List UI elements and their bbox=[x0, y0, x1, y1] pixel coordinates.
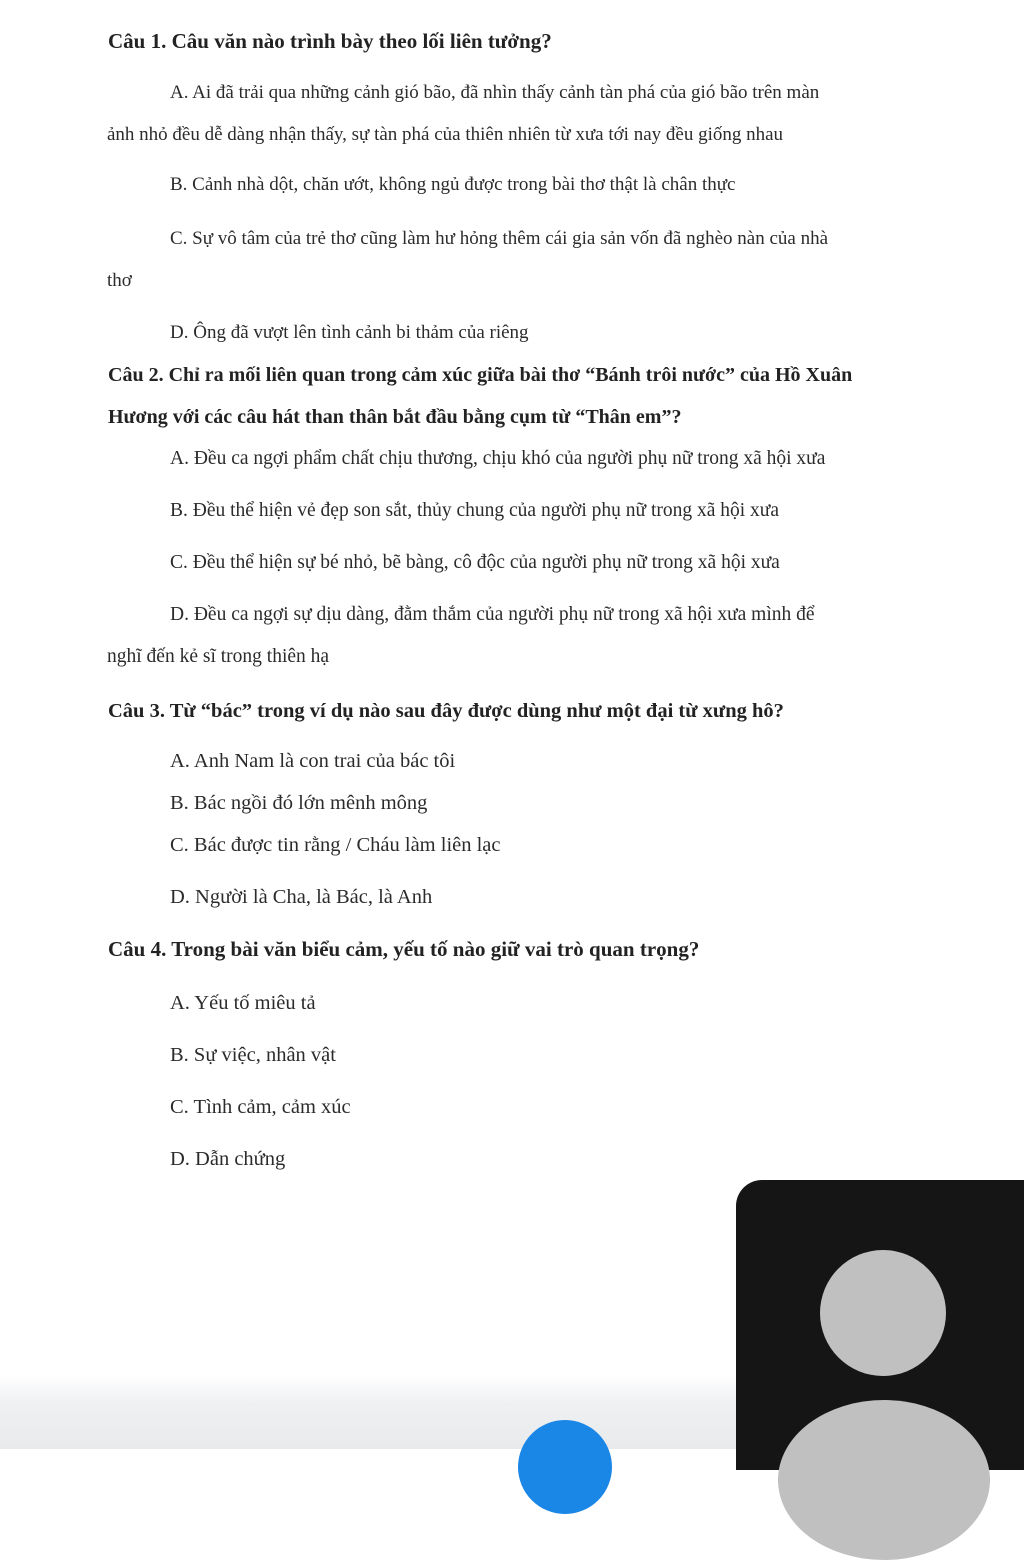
question-4-option-c: C. Tình cảm, cảm xúc bbox=[170, 1096, 351, 1118]
avatar-head-icon bbox=[820, 1250, 946, 1376]
question-3-title: Câu 3. Từ “bác” trong ví dụ nào sau đây được dùng như một đại từ xưng hô? bbox=[108, 700, 784, 722]
question-4-title: Câu 4. Trong bài văn biểu cảm, yếu tố nào giữ vai trò quan trọng? bbox=[108, 937, 700, 961]
question-1-option-d: D. Ông đã vượt lên tình cảnh bi thảm của riêng bbox=[170, 322, 529, 343]
question-2-option-d-cont: nghĩ đến kẻ sĩ trong thiên hạ bbox=[107, 646, 330, 667]
question-1-option-c: C. Sự vô tâm của trẻ thơ cũng làm hư hỏng thêm cái gia sản vốn đã nghèo nàn của nhà bbox=[170, 228, 829, 249]
question-2-option-d: D. Đều ca ngợi sự dịu dàng, đằm thắm của người phụ nữ trong xã hội xưa mình để bbox=[170, 604, 815, 625]
question-3-option-d: D. Người là Cha, là Bác, là Anh bbox=[170, 886, 433, 908]
question-2-option-a: A. Đều ca ngợi phẩm chất chịu thương, chịu khó của người phụ nữ trong xã hội xưa bbox=[170, 448, 826, 469]
question-3-option-c: C. Bác được tin rằng / Cháu làm liên lạc bbox=[170, 834, 501, 856]
blue-action-button[interactable] bbox=[518, 1420, 612, 1514]
question-2-title-cont: Hương với các câu hát than thân bắt đầu bằng cụm từ “Thân em”? bbox=[108, 406, 682, 428]
question-4-option-d: D. Dẫn chứng bbox=[170, 1148, 286, 1170]
question-4-option-b: B. Sự việc, nhân vật bbox=[170, 1044, 336, 1066]
question-4-option-a: A. Yếu tố miêu tả bbox=[170, 992, 316, 1014]
avatar-body-icon bbox=[778, 1400, 990, 1560]
question-1-option-a-cont: ảnh nhỏ đều dễ dàng nhận thấy, sự tàn phá của thiên nhiên từ xưa tới nay đều giống nhau bbox=[107, 124, 784, 145]
question-2-title: Câu 2. Chỉ ra mối liên quan trong cảm xúc giữa bài thơ “Bánh trôi nước” của Hồ Xuân bbox=[108, 364, 853, 386]
question-2-option-c: C. Đều thể hiện sự bé nhỏ, bẽ bàng, cô độc của người phụ nữ trong xã hội xưa bbox=[170, 552, 780, 573]
question-2-option-b: B. Đều thể hiện vẻ đẹp son sắt, thủy chung của người phụ nữ trong xã hội xưa bbox=[170, 500, 780, 521]
question-1-option-b: B. Cảnh nhà dột, chăn ướt, không ngủ được trong bài thơ thật là chân thực bbox=[170, 174, 736, 195]
question-1-option-c-cont: thơ bbox=[107, 270, 132, 291]
question-3-option-a: A. Anh Nam là con trai của bác tôi bbox=[170, 750, 456, 772]
question-3-option-b: B. Bác ngồi đó lớn mênh mông bbox=[170, 792, 428, 814]
question-1-title: Câu 1. Câu văn nào trình bày theo lối liên tưởng? bbox=[108, 29, 552, 53]
question-1-option-a: A. Ai đã trải qua những cảnh gió bão, đã nhìn thấy cảnh tàn phá của gió bão trên màn bbox=[170, 82, 820, 103]
